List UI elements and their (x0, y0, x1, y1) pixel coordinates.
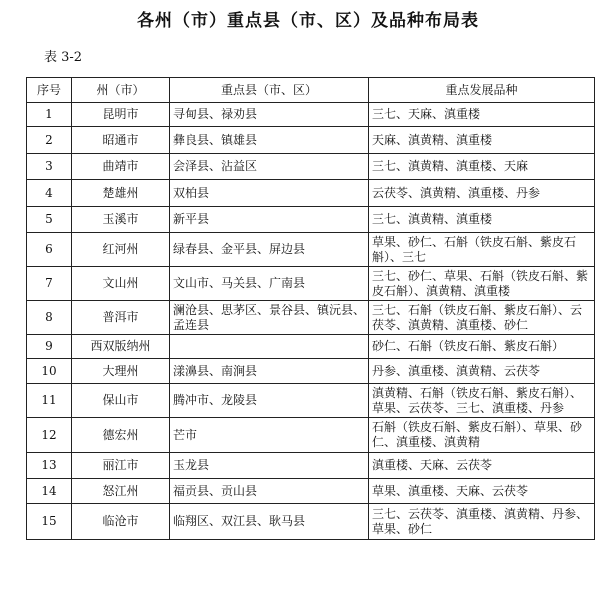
counties-cell: 漾濞县、南涧县 (170, 359, 369, 384)
row-number: 9 (27, 335, 72, 359)
prefecture-cell: 普洱市 (72, 301, 170, 335)
varieties-cell: 三七、滇黄精、滇重楼、天麻 (369, 154, 595, 180)
table-row (27, 301, 595, 335)
counties-cell: 寻甸县、禄劝县 (170, 103, 369, 127)
counties-cell: 芒市 (170, 418, 369, 453)
counties-cell: 临翔区、双江县、耿马县 (170, 504, 369, 540)
varieties-cell: 石斛（铁皮石斛、紫皮石斛）、草果、砂仁、滇重楼、滇黄精 (369, 418, 595, 453)
table-row (27, 453, 595, 479)
row-number: 5 (27, 207, 72, 233)
prefecture-cell: 楚雄州 (72, 180, 170, 207)
varieties-cell: 天麻、滇黄精、滇重楼 (369, 127, 595, 154)
row-number: 6 (27, 233, 72, 267)
table-row (27, 335, 595, 359)
counties-cell: 福贡县、贡山县 (170, 479, 369, 504)
table-row (27, 180, 595, 207)
row-number: 2 (27, 127, 72, 154)
header-number: 序号 (27, 78, 72, 103)
counties-cell: 文山市、马关县、广南县 (170, 267, 369, 301)
varieties-cell: 草果、滇重楼、天麻、云茯苓 (369, 479, 595, 504)
table-row (27, 384, 595, 418)
row-number: 8 (27, 301, 72, 335)
prefecture-cell: 大理州 (72, 359, 170, 384)
table-row (27, 127, 595, 154)
counties-cell: 彝良县、镇雄县 (170, 127, 369, 154)
row-number: 15 (27, 504, 72, 540)
prefecture-cell: 玉溪市 (72, 207, 170, 233)
varieties-cell: 云茯苓、滇黄精、滇重楼、丹参 (369, 180, 595, 207)
header-prefecture: 州（市） (72, 78, 170, 103)
row-number: 14 (27, 479, 72, 504)
varieties-cell: 三七、砂仁、草果、石斛（铁皮石斛、紫皮石斛）、滇黄精、滇重楼 (369, 267, 595, 301)
prefecture-cell: 昆明市 (72, 103, 170, 127)
counties-cell: 会泽县、沾益区 (170, 154, 369, 180)
prefecture-cell: 红河州 (72, 233, 170, 267)
table-row (27, 267, 595, 301)
varieties-cell: 三七、云茯苓、滇重楼、滇黄精、丹参、草果、砂仁 (369, 504, 595, 540)
varieties-cell: 丹参、滇重楼、滇黄精、云茯苓 (369, 359, 595, 384)
table-header-row (27, 78, 595, 103)
counties-cell (170, 335, 369, 359)
varieties-cell: 三七、天麻、滇重楼 (369, 103, 595, 127)
county-variety-table (26, 77, 595, 540)
prefecture-cell: 丽江市 (72, 453, 170, 479)
table-row (27, 418, 595, 453)
row-number: 4 (27, 180, 72, 207)
prefecture-cell: 德宏州 (72, 418, 170, 453)
header-counties: 重点县（市、区） (170, 78, 369, 103)
document-title: 各州（市）重点县（市、区）及品种布局表 (137, 11, 479, 31)
counties-cell: 玉龙县 (170, 453, 369, 479)
table-row (27, 479, 595, 504)
table-row (27, 207, 595, 233)
table-label: 表 3-2 (44, 50, 83, 65)
varieties-cell: 草果、砂仁、石斛（铁皮石斛、紫皮石斛）、三七 (369, 233, 595, 267)
row-number: 11 (27, 384, 72, 418)
prefecture-cell: 昭通市 (72, 127, 170, 154)
table-row (27, 103, 595, 127)
row-number: 10 (27, 359, 72, 384)
counties-cell: 双柏县 (170, 180, 369, 207)
varieties-cell: 砂仁、石斛（铁皮石斛、紫皮石斛） (369, 335, 595, 359)
row-number: 7 (27, 267, 72, 301)
table-row (27, 359, 595, 384)
prefecture-cell: 临沧市 (72, 504, 170, 540)
varieties-cell: 滇黄精、石斛（铁皮石斛、紫皮石斛）、草果、云茯苓、三七、滇重楼、丹参 (369, 384, 595, 418)
varieties-cell: 三七、滇黄精、滇重楼 (369, 207, 595, 233)
prefecture-cell: 怒江州 (72, 479, 170, 504)
prefecture-cell: 曲靖市 (72, 154, 170, 180)
counties-cell: 澜沧县、思茅区、景谷县、镇沅县、孟连县 (170, 301, 369, 335)
header-varieties: 重点发展品种 (369, 78, 595, 103)
varieties-cell: 滇重楼、天麻、云茯苓 (369, 453, 595, 479)
row-number: 1 (27, 103, 72, 127)
prefecture-cell: 保山市 (72, 384, 170, 418)
counties-cell: 绿春县、金平县、屏边县 (170, 233, 369, 267)
prefecture-cell: 西双版纳州 (72, 335, 170, 359)
row-number: 13 (27, 453, 72, 479)
counties-cell: 新平县 (170, 207, 369, 233)
table-row (27, 504, 595, 540)
table-row (27, 154, 595, 180)
counties-cell: 腾冲市、龙陵县 (170, 384, 369, 418)
row-number: 12 (27, 418, 72, 453)
prefecture-cell: 文山州 (72, 267, 170, 301)
table-row (27, 233, 595, 267)
varieties-cell: 三七、石斛（铁皮石斛、紫皮石斛）、云茯苓、滇黄精、滇重楼、砂仁 (369, 301, 595, 335)
row-number: 3 (27, 154, 72, 180)
